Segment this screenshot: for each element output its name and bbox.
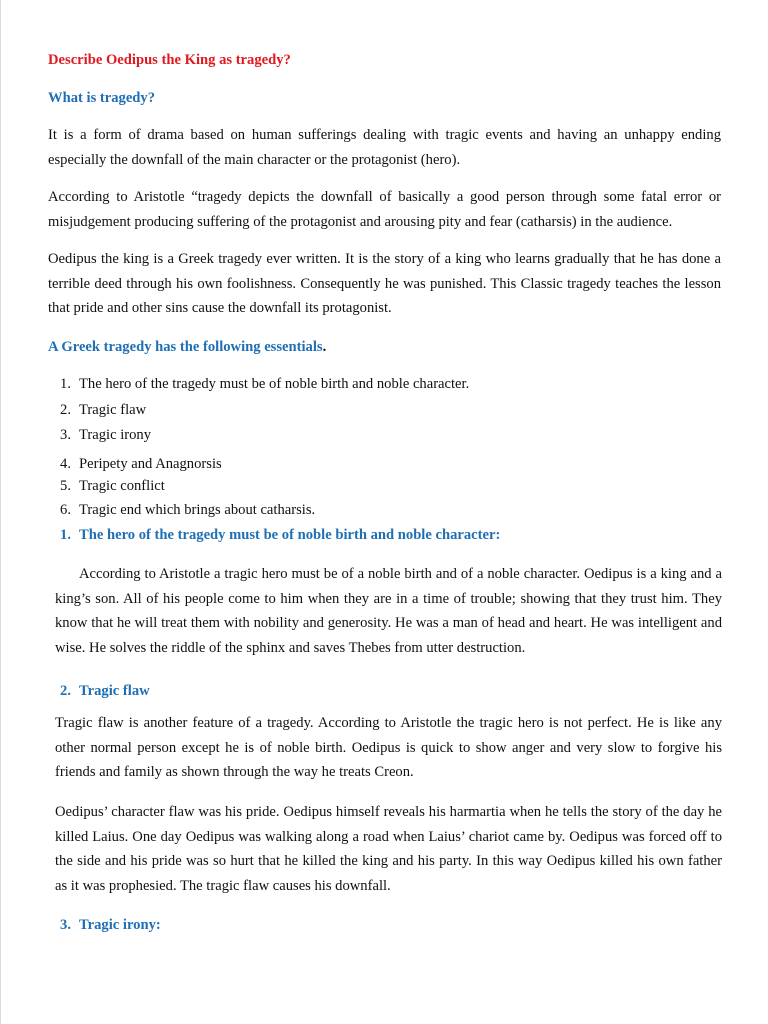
list-text: Peripety and Anagnorsis bbox=[79, 456, 222, 472]
section-heading-text: Tragic irony: bbox=[79, 917, 161, 933]
list-number: 5. bbox=[60, 478, 71, 494]
section-heading-text: Tragic flaw bbox=[79, 683, 150, 699]
paragraph-pride: Oedipus’ character flaw was his pride. Oedipus himself reveals his harmartia when he tells the story of the day he killed Laius. One day Oedipus was walking along a road when Laius’ chariot came by. Oedipus was forced off to the side and his pride was so hurt that he killed the king and his party. In this way Oedipus killed his own father as it was prophesied. The tragic flaw causes his downfall. bbox=[55, 804, 722, 894]
section-number: 2. bbox=[60, 683, 71, 699]
section-heading-text: The hero of the tragedy must be of noble birth and noble character: bbox=[79, 527, 501, 543]
list-text: Tragic conflict bbox=[79, 478, 165, 494]
list-item bbox=[48, 476, 165, 496]
paragraph-oedipus-intro: Oedipus the king is a Greek tragedy ever written. It is the story of a king who learns gradually that he has done a terrible deed through his own foolishness. Consequently he was punished. This Classic tragedy teaches the lesson that pride and other sins cause the downfall its protagonist. bbox=[48, 251, 721, 317]
heading-what-is-tragedy: What is tragedy? bbox=[48, 90, 156, 106]
section-heading-tragic-irony bbox=[48, 915, 161, 935]
section-number: 1. bbox=[60, 527, 71, 543]
list-number: 2. bbox=[60, 402, 71, 418]
section-number: 3. bbox=[60, 917, 71, 933]
list-text: Tragic flaw bbox=[79, 402, 147, 418]
list-item bbox=[48, 400, 146, 420]
heading-greek-essentials-text: A Greek tragedy has the following essentials bbox=[48, 339, 323, 355]
section-heading-tragic-flaw bbox=[48, 681, 150, 701]
list-text: The hero of the tragedy must be of noble birth and noble character. bbox=[79, 376, 470, 392]
paragraph-definition: It is a form of drama based on human sufferings dealing with tragic events and having an unhappy ending especially the downfall of the main character or the protagonist (hero). bbox=[48, 127, 721, 168]
document-title: Describe Oedipus the King as tragedy? bbox=[48, 52, 291, 68]
paragraph-tragic-flaw: Tragic flaw is another feature of a tragedy. According to Aristotle the tragic hero is not perfect. He is like any other normal person except he is of noble birth. Oedipus is quick to show anger and very slow to forgive his friends and family as shown through the way he treats Creon. bbox=[55, 715, 722, 781]
paragraph-aristotle: According to Aristotle “tragedy depicts the downfall of basically a good person through some fatal error or misjudgement producing suffering of the protagonist and arousing pity and fear (catharsis) in the audience. bbox=[48, 189, 721, 230]
heading-period: . bbox=[322, 339, 327, 355]
list-text: Tragic end which brings about catharsis. bbox=[79, 502, 316, 518]
list-number: 3. bbox=[60, 427, 71, 443]
list-item bbox=[48, 500, 315, 520]
list-number: 6. bbox=[60, 502, 71, 518]
heading-greek-essentials bbox=[48, 337, 326, 357]
list-number: 4. bbox=[60, 456, 71, 472]
paragraph-noble-hero: According to Aristotle a tragic hero must be of a noble birth and of a noble character. Oedipus is a king and a king’s son. All of his people come to him when they are in a time of trouble; showing that they trust him. They know that he will treat them with nobility and generosity. He was a man of head and heart. He was intelligent and wise. He solves the riddle of the sphinx and saves Thebes from utter destruction. bbox=[55, 566, 722, 656]
list-item bbox=[48, 425, 151, 445]
list-number: 1. bbox=[60, 376, 71, 392]
section-heading-noble-hero bbox=[48, 525, 500, 545]
list-item bbox=[48, 374, 469, 394]
list-item bbox=[48, 454, 222, 474]
list-text: Tragic irony bbox=[79, 427, 152, 443]
